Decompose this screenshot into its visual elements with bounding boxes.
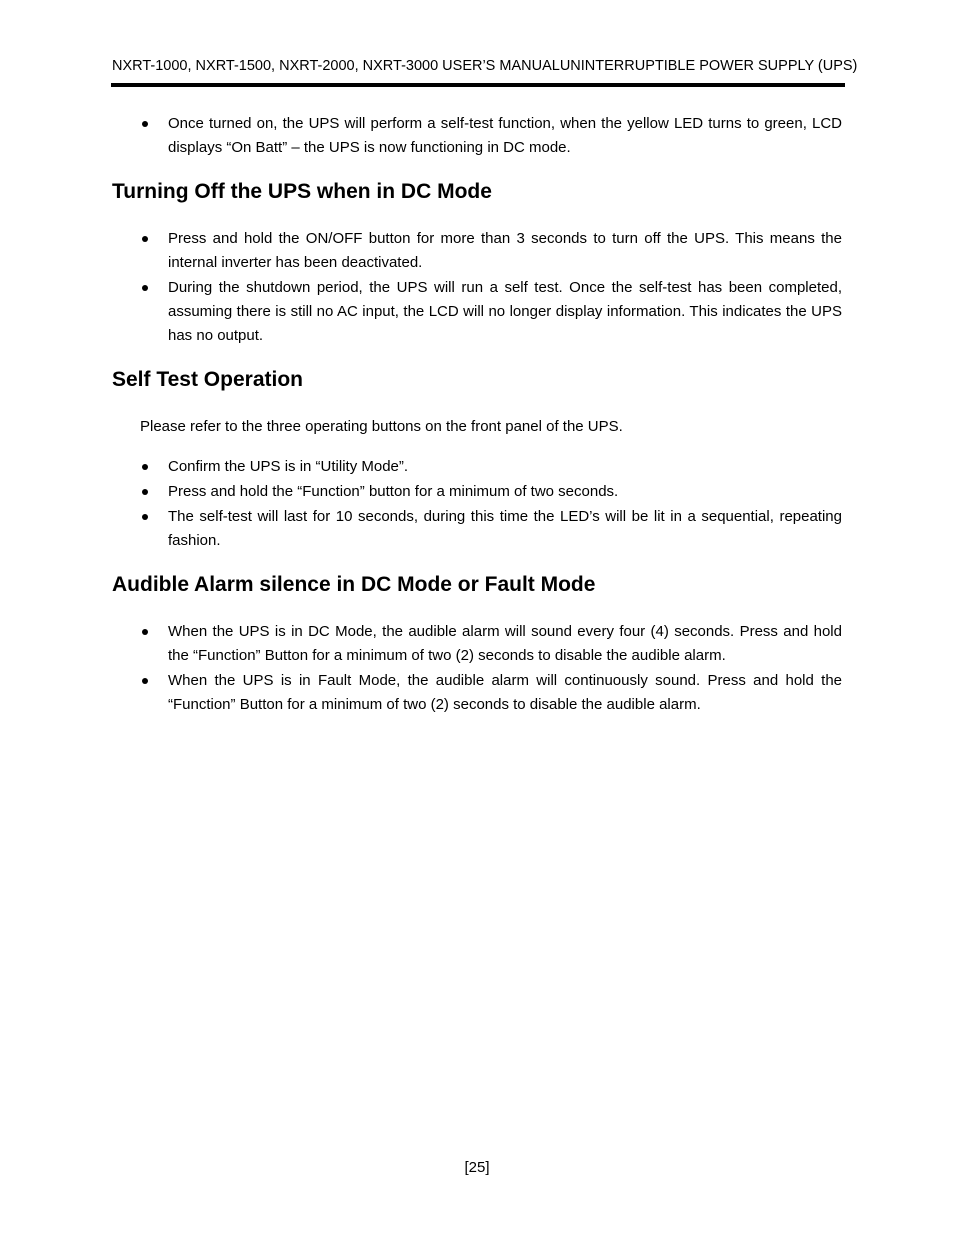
list-item [140,455,842,479]
bullet-icon [142,489,148,495]
bullet-icon [142,629,148,635]
bullet-icon [142,121,148,127]
bullet-text: The self-test will last for 10 seconds, during this time the LED’s will be lit in a sequential, repeating fashion. [168,508,842,549]
bullet-icon [142,514,148,520]
list-item [140,505,842,553]
list-item [140,620,842,668]
bullet-text: Press and hold the “Function” button for a minimum of two seconds. [168,483,619,500]
section-heading-dc-off: Turning Off the UPS when in DC Mode [112,180,492,203]
intro-bullet-list [140,112,842,160]
dc-off-bullet-list [140,227,842,348]
bullet-text: When the UPS is in Fault Mode, the audible alarm will continuously sound. Press and hold the “Function” Button for a minimum of two (2) seconds to disable the audible alarm. [168,672,842,713]
bullet-icon [142,464,148,470]
audible-alarm-bullet-list [140,620,842,717]
list-item [140,480,842,504]
page-number: [25] [464,1159,490,1176]
self-test-intro-text: Please refer to the three operating buttons on the front panel of the UPS. [140,418,623,435]
bullet-text: Confirm the UPS is in “Utility Mode”. [168,458,409,475]
list-item [140,276,842,348]
list-item [140,227,842,275]
bullet-icon [142,236,148,242]
self-test-bullet-list [140,455,842,553]
list-item [140,669,842,717]
section-heading-audible-alarm: Audible Alarm silence in DC Mode or Fault Mode [112,573,596,596]
bullet-text: Press and hold the ON/OFF button for more than 3 seconds to turn off the UPS. This means the internal inverter has been deactivated. [168,230,842,271]
section-heading-self-test: Self Test Operation [112,368,303,391]
page-header: NXRT-1000, NXRT-1500, NXRT-2000, NXRT-3000 USER’S MANUALUNINTERRUPTIBLE POWER SUPPLY (UPS) [112,58,858,74]
bullet-text: During the shutdown period, the UPS will run a self test. Once the self-test has been completed, assuming there is still no AC input, the LCD will no longer display information. This indicates the UPS has no output. [168,279,842,344]
bullet-text: Once turned on, the UPS will perform a self-test function, when the yellow LED turns to green, LCD displays “On Batt” – the UPS is now functioning in DC mode. [168,115,842,156]
bullet-icon [142,285,148,291]
bullet-icon [142,678,148,684]
header-divider [111,83,845,87]
bullet-text: When the UPS is in DC Mode, the audible alarm will sound every four (4) seconds. Press and hold the “Function” Button for a minimum of two (2) seconds to disable the audible alarm. [168,623,842,664]
list-item [140,112,842,160]
